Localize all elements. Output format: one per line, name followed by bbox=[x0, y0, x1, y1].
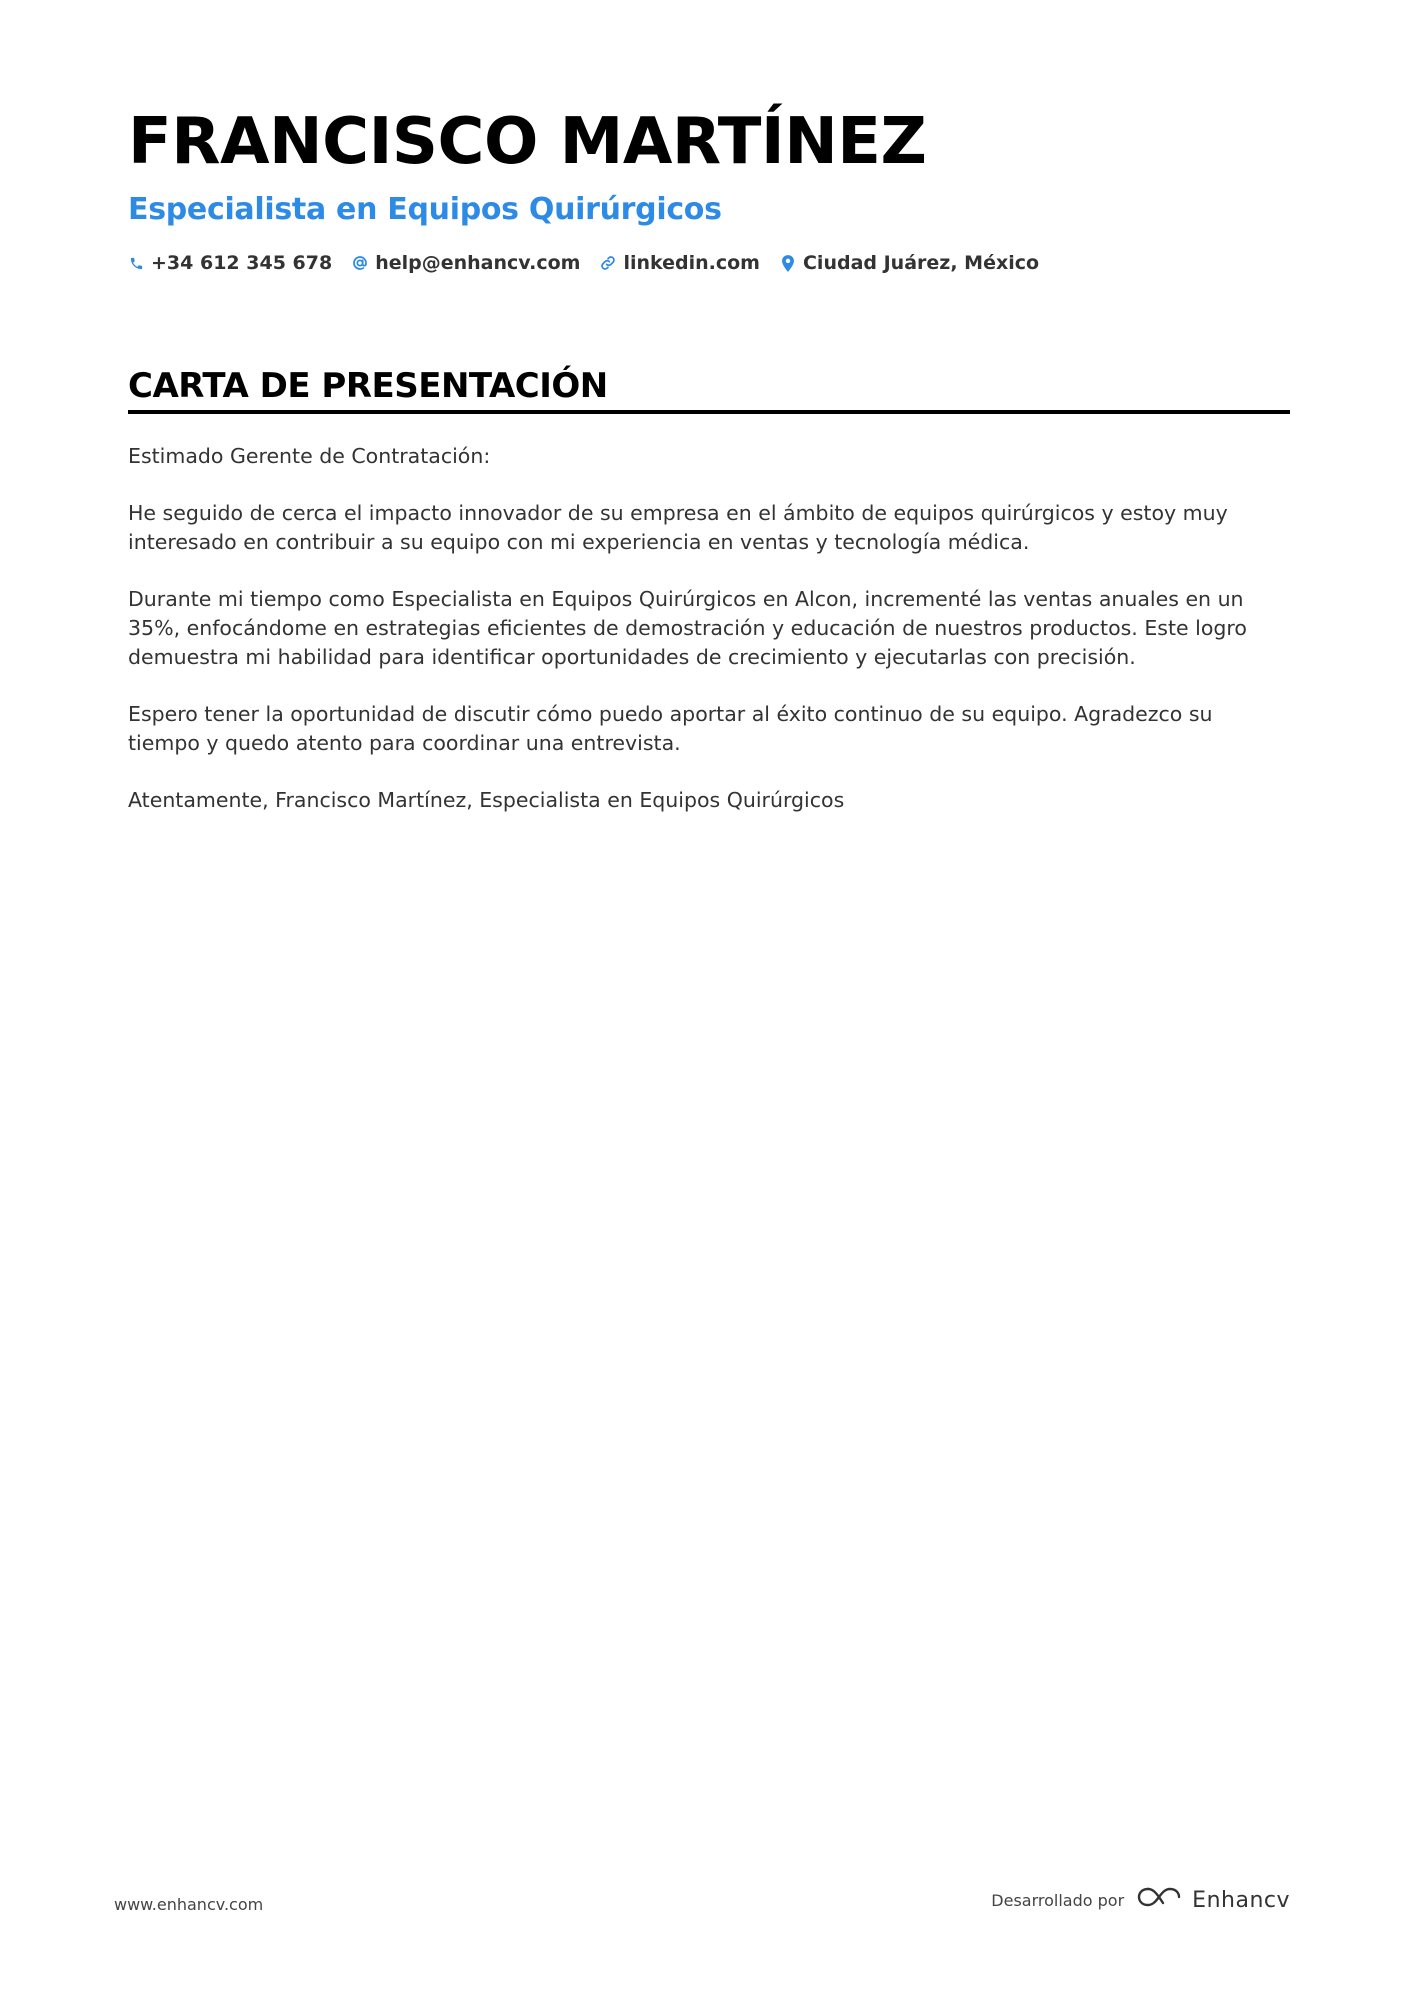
location-text: Ciudad Juárez, México bbox=[802, 252, 1040, 274]
link-icon bbox=[600, 254, 616, 272]
linkedin-text: linkedin.com bbox=[623, 252, 760, 274]
infinity-logo-icon bbox=[1136, 1885, 1182, 1915]
location-pin-icon bbox=[780, 254, 796, 272]
section-divider bbox=[128, 410, 1290, 414]
letter-paragraph: He seguido de cerca el impacto innovador de su empresa en el ámbito de equipos quirúrgicos y estoy muy interesado en contribuir a su equipo con mi experiencia en ventas y tecnología médica. bbox=[128, 501, 1228, 554]
applicant-name: FRANCISCO MARTÍNEZ bbox=[128, 105, 927, 179]
brand-logo[interactable] bbox=[1136, 1885, 1290, 1915]
brand-name: Enhancv bbox=[1192, 1887, 1290, 1913]
letter-body bbox=[128, 442, 1290, 843]
letter-closing: Atentamente, Francisco Martínez, Especialista en Equipos Quirúrgicos bbox=[128, 788, 845, 812]
phone-text: +34 612 345 678 bbox=[151, 252, 333, 274]
letter-paragraph: Durante mi tiempo como Especialista en Equipos Quirúrgicos en Alcon, incrementé las ventas anuales en un 35%, enfocándome en estrategias eficientes de demostración y educación de nuestros productos. Este logro demuestra mi habilidad para identificar oportunidades de crecimiento y ejecutarlas con precisión. bbox=[128, 587, 1247, 669]
contact-bar bbox=[128, 252, 1039, 274]
email-text: help@enhancv.com bbox=[375, 252, 581, 274]
letter-paragraph: Espero tener la oportunidad de discutir cómo puedo aportar al éxito continuo de su equipo. Agradezco su tiempo y quedo atento para coordinar una entrevista. bbox=[128, 702, 1213, 755]
at-icon bbox=[352, 254, 368, 272]
job-title: Especialista en Equipos Quirúrgicos bbox=[128, 192, 722, 227]
footer-website[interactable]: www.enhancv.com bbox=[114, 1895, 264, 1914]
phone-icon bbox=[128, 254, 144, 272]
contact-phone[interactable] bbox=[128, 252, 332, 274]
contact-email[interactable] bbox=[352, 252, 580, 274]
contact-location bbox=[780, 252, 1039, 274]
footer-branding bbox=[991, 1885, 1290, 1915]
section-title: CARTA DE PRESENTACIÓN bbox=[128, 366, 608, 406]
contact-linkedin[interactable] bbox=[600, 252, 760, 274]
letter-greeting: Estimado Gerente de Contratación: bbox=[128, 444, 491, 468]
powered-by-label: Desarrollado por bbox=[991, 1890, 1125, 1910]
